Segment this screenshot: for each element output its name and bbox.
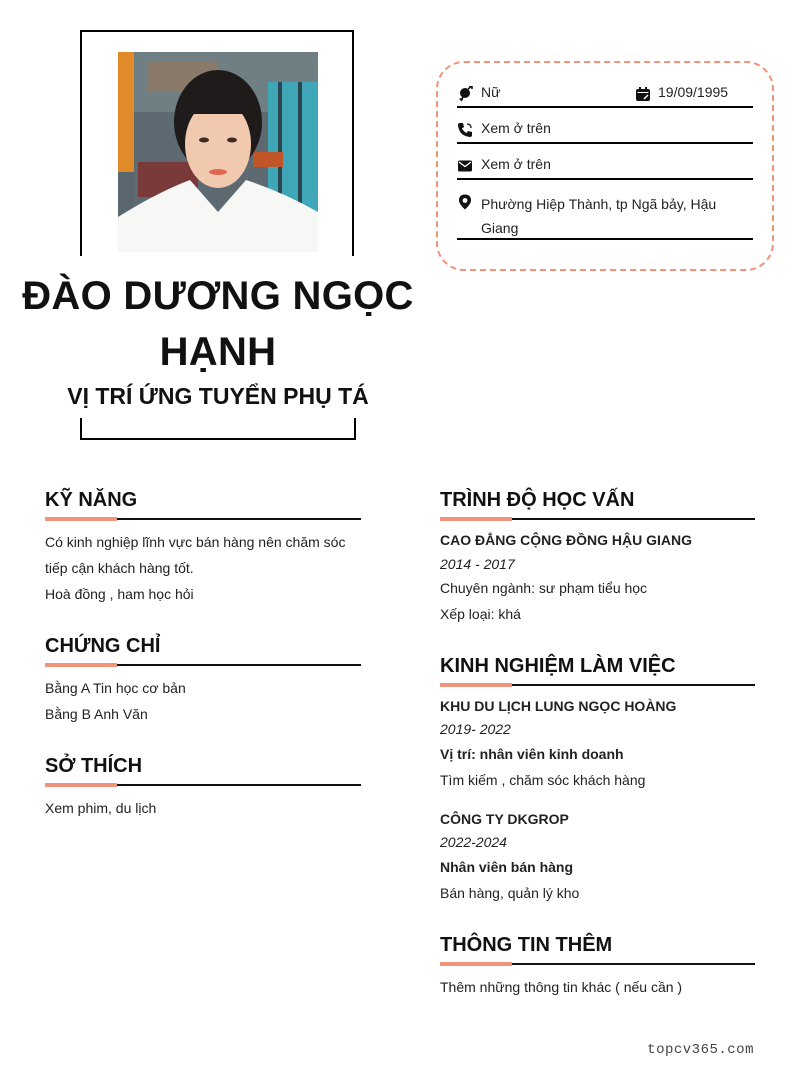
- job-description: Bán hàng, quản lý kho: [440, 885, 580, 901]
- name-line-1: ĐÀO DƯƠNG NGỌC: [22, 274, 414, 318]
- watermark: topcv365.com: [647, 1042, 754, 1058]
- section-accent: [440, 962, 512, 966]
- certificate-item: Bằng A Tin học cơ bản: [45, 680, 186, 696]
- skills-line: Hoà đồng , ham học hỏi: [45, 586, 194, 602]
- education-grade: Xếp loại: khá: [440, 606, 521, 622]
- education-period: 2014 - 2017: [440, 556, 515, 572]
- skills-line: Có kinh nghiệp lĩnh vực bán hàng nên chăm sóc: [45, 534, 346, 550]
- location-icon: [457, 194, 473, 210]
- section-accent: [440, 683, 512, 687]
- section-accent: [440, 517, 512, 521]
- job-role: Nhân viên bán hàng: [440, 859, 574, 875]
- extra-info-text: Thêm những thông tin khác ( nếu cần ): [440, 979, 683, 995]
- birthday-value: 19/09/1995: [658, 84, 729, 100]
- section-title-certificates: CHỨNG CHỈ: [45, 635, 161, 657]
- name-line-2: HẠNH: [159, 330, 277, 374]
- avatar: [118, 52, 318, 252]
- certificate-item: Bằng B Anh Văn: [45, 706, 148, 722]
- section-accent: [45, 663, 117, 667]
- skills-line: tiếp cận khách hàng tốt.: [45, 560, 194, 576]
- section-title-experience: KINH NGHIỆM LÀM VIỆC: [440, 655, 676, 677]
- job-role: Vị trí: nhân viên kinh doanh: [440, 746, 624, 762]
- job-company: CÔNG TY DKGROP: [440, 811, 569, 827]
- contact-row-phone: [457, 118, 753, 144]
- phone-value: Xem ở trên: [481, 120, 551, 136]
- gender-value: Nữ: [481, 84, 501, 100]
- education-major: Chuyên ngành: sư phạm tiểu học: [440, 580, 648, 596]
- job-description: Tìm kiếm , chăm sóc khách hàng: [440, 772, 646, 788]
- gender-icon: [457, 86, 473, 102]
- email-icon: [457, 158, 473, 174]
- applied-position: VỊ TRÍ ỨNG TUYỂN PHỤ TÁ: [67, 383, 369, 409]
- job-company: KHU DU LỊCH LUNG NGỌC HOÀNG: [440, 698, 677, 714]
- contact-row-email: [457, 154, 753, 180]
- phone-icon: [457, 122, 473, 138]
- section-title-skills: KỸ NĂNG: [45, 489, 138, 511]
- section-title-education: TRÌNH ĐỘ HỌC VẤN: [440, 489, 635, 511]
- education-school: CAO ĐẲNG CỘNG ĐỒNG HẬU GIANG: [440, 532, 692, 548]
- photo-frame-bottom: [80, 418, 356, 440]
- section-title-extra-info: THÔNG TIN THÊM: [440, 934, 613, 956]
- calendar-icon: [635, 86, 651, 102]
- job-period: 2019- 2022: [440, 721, 511, 737]
- section-accent: [45, 517, 117, 521]
- section-accent: [45, 783, 117, 787]
- section-title-hobbies: SỞ THÍCH: [45, 755, 143, 777]
- address-value: Phường Hiệp Thành, tp Ngã bảy, Hậu Giang: [481, 196, 717, 236]
- contact-row-address: [457, 190, 753, 240]
- contact-row-gender-birthday: [457, 82, 753, 108]
- job-period: 2022-2024: [440, 834, 507, 850]
- email-value: Xem ở trên: [481, 156, 551, 172]
- candidate-name: [20, 268, 416, 380]
- hobby-item: Xem phim, du lịch: [45, 800, 157, 816]
